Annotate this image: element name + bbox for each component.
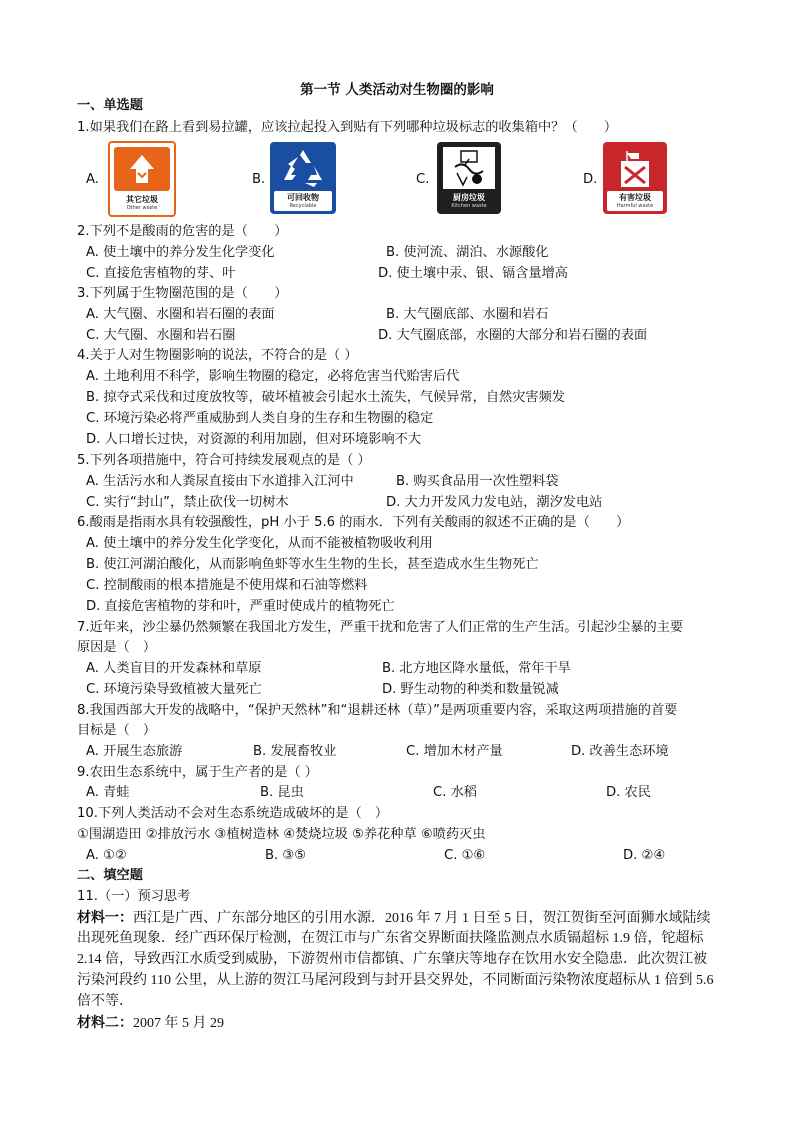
q4-option-b: B. 掠夺式采伐和过度放牧等，破坏植被会引起水土流失，气候异常，自然灾害频发 bbox=[86, 390, 565, 405]
harmful-label-plate bbox=[607, 191, 663, 211]
q6-option-d: D. 直接危害植物的芽和叶，严重时使成片的植物死亡 bbox=[86, 599, 395, 614]
q3-option-d: D. 大气圈底部，水圈的大部分和岩石圈的表面 bbox=[378, 328, 648, 343]
q4-option-a: A. 土地利用不科学，影响生物圈的稳定，必将危害当代贻害后代 bbox=[86, 369, 460, 384]
question-7-stem-line1: 7.近年来，沙尘暴仍然频繁在我国北方发生，严重干扰和危害了人们正常的生产生活。引起沙尘暴的主要 bbox=[77, 620, 684, 635]
q8-option-d: D. 改善生态环境 bbox=[571, 744, 669, 759]
q9-option-c: C. 水稻 bbox=[433, 785, 477, 800]
q9-option-b: B. 昆虫 bbox=[260, 785, 304, 800]
material-1-line3: 2.14 倍，导致西江水质受到威胁，下游贺州市信都镇、广东肇庆等地存在饮用水安全隐患．此次贺江被 bbox=[77, 952, 707, 967]
section-heading-fill-in: 二、填空题 bbox=[77, 868, 143, 883]
material-1-line4: 污染河段约 110 公里，从上游的贺江马尾河段到与封开县交界处，不同断面污染物浓度超标从 1 倍到 5.6 bbox=[77, 973, 714, 988]
q9-option-d: D. 农民 bbox=[606, 785, 651, 800]
q1-option-d-letter: D. bbox=[583, 172, 598, 187]
question-8-stem-line1: 8.我国西部大开发的战略中，“保护天然林”和“退耕还林（草）”是两项重要内容，采取这两项措施的首要 bbox=[77, 703, 678, 718]
material-1-line5: 倍不等． bbox=[77, 994, 133, 1009]
harmful-waste-icon bbox=[609, 147, 661, 189]
recycle-arrow-icon bbox=[114, 147, 170, 191]
q1-option-c-en-label: Kitchen waste bbox=[451, 203, 487, 209]
question-6-stem: 6.酸雨是指雨水具有较强酸性，pH 小于 5.6 的雨水．下列有关酸雨的叙述不正确的是（ ） bbox=[77, 515, 630, 530]
material-2-text-1: 2007 年 5 月 29 bbox=[133, 1016, 224, 1031]
q9-option-a: A. 青蛙 bbox=[86, 785, 130, 800]
harmful-waste-bin-icon bbox=[603, 142, 667, 214]
q7-option-a: A. 人类盲目的开发森林和草原 bbox=[86, 661, 262, 676]
kitchen-label-plate bbox=[441, 191, 497, 211]
q1-option-a-en-label: Other waste bbox=[126, 205, 158, 211]
q1-option-b-en-label: Recyclable bbox=[289, 203, 317, 209]
q5-option-d: D. 大力开发风力发电站，潮汐发电站 bbox=[386, 495, 603, 510]
q5-option-b: B. 购买食品用一次性塑料袋 bbox=[396, 474, 559, 489]
q4-option-d: D. 人口增长过快，对资源的利用加剧，但对环境影响不大 bbox=[86, 432, 422, 447]
q10-option-d: D. ②④ bbox=[623, 848, 666, 863]
q2-option-b: B. 使河流、湖泊、水源酸化 bbox=[386, 245, 549, 260]
question-4-stem: 4.关于人对生物圈影响的说法，不符合的是（ ） bbox=[77, 348, 358, 363]
q2-option-d: D. 使土壤中汞、银、镉含量增高 bbox=[378, 266, 568, 281]
q8-option-b: B. 发展畜牧业 bbox=[253, 744, 337, 759]
page-title: 第一节 人类活动对生物圈的影响 bbox=[300, 82, 494, 98]
question-3-stem: 3.下列属于生物圈范围的是（ ） bbox=[77, 286, 288, 301]
question-5-stem: 5.下列各项措施中，符合可持续发展观点的是（ ） bbox=[77, 453, 371, 468]
q3-option-c: C. 大气圈、水圈和岩石圈 bbox=[86, 328, 236, 343]
material-1-text-1: 西江是广西、广东部分地区的引用水源．2016 年 7 月 1 日至 5 日，贺江贺街至河面狮水域陆续 bbox=[133, 911, 711, 926]
q1-option-a-letter: A. bbox=[86, 172, 99, 187]
material-1-label: 材料一： bbox=[77, 910, 133, 926]
q4-option-c: C. 环境污染必将严重威胁到人类自身的生存和生物圈的稳定 bbox=[86, 411, 434, 426]
section-heading-single-choice: 一、单选题 bbox=[77, 98, 143, 113]
question-9-stem: 9.农田生态系统中，属于生产者的是（ ） bbox=[77, 765, 318, 780]
q10-option-a: A. ①② bbox=[86, 848, 127, 863]
q5-option-a: A. 生活污水和人粪尿直接由下水道排入江河中 bbox=[86, 474, 354, 489]
q7-option-c: C. 环境污染导致植被大量死亡 bbox=[86, 682, 262, 697]
kitchen-waste-icon bbox=[443, 147, 495, 189]
material-2-label: 材料二： bbox=[77, 1015, 133, 1031]
question-2-stem: 2.下列不是酸雨的危害的是（ ） bbox=[77, 224, 288, 239]
q1-option-a-cn-label: 其它垃圾 bbox=[126, 195, 158, 204]
question-10-items: ①围湖造田 ②排放污水 ③植树造林 ④焚烧垃圾 ⑤养花种草 ⑥喷药灭虫 bbox=[77, 827, 486, 842]
question-7-stem-line2: 原因是（ ） bbox=[77, 640, 157, 655]
material-1-line2: 出现死鱼现象．经广西环保厅检测，在贺江市与广东省交界断面扶隆监测点水质镉超标 1.9 倍，铊超标 bbox=[77, 931, 704, 946]
q1-option-c-cn-label: 厨房垃圾 bbox=[453, 193, 485, 202]
q5-option-c: C. 实行“封山”，禁止砍伐一切树木 bbox=[86, 495, 289, 510]
q10-option-c: C. ①⑥ bbox=[444, 848, 486, 863]
q3-option-b: B. 大气圈底部、水圈和岩石 bbox=[386, 307, 549, 322]
material-2-line1 bbox=[77, 1013, 224, 1034]
recycle-icon bbox=[278, 147, 328, 189]
question-11-stem: 11.（一）预习思考 bbox=[77, 889, 191, 904]
q7-option-d: D. 野生动物的种类和数量锐减 bbox=[382, 682, 559, 697]
other-waste-bin-icon bbox=[108, 141, 176, 217]
q1-option-d-en-label: Harmful waste bbox=[616, 203, 654, 209]
material-1-line1 bbox=[77, 908, 711, 929]
question-1-stem: 1.如果我们在路上看到易拉罐，应该拉起投入到贴有下列哪种垃圾标志的收集箱中？（ ） bbox=[77, 120, 618, 135]
q6-option-a: A. 使土壤中的养分发生化学变化，从而不能被植物吸收利用 bbox=[86, 536, 433, 551]
q1-option-d-cn-label: 有害垃圾 bbox=[619, 193, 651, 202]
recyclable-bin-icon bbox=[270, 142, 336, 214]
q6-option-c: C. 控制酸雨的根本措施是不使用煤和石油等燃料 bbox=[86, 578, 368, 593]
q8-option-a: A. 开展生态旅游 bbox=[86, 744, 183, 759]
recyclable-label-plate bbox=[274, 191, 332, 211]
kitchen-waste-bin-icon bbox=[437, 142, 501, 214]
q8-option-c: C. 增加木材产量 bbox=[406, 744, 503, 759]
q1-option-c-letter: C. bbox=[416, 172, 430, 187]
q1-option-b-letter: B. bbox=[252, 172, 266, 187]
question-8-stem-line2: 目标是（ ） bbox=[77, 723, 157, 738]
q2-option-a: A. 使土壤中的养分发生化学变化 bbox=[86, 245, 275, 260]
q10-option-b: B. ③⑤ bbox=[265, 848, 307, 863]
question-10-stem: 10.下列人类活动不会对生态系统造成破坏的是（ ） bbox=[77, 806, 389, 821]
q2-option-c: C. 直接危害植物的芽、叶 bbox=[86, 266, 236, 281]
q3-option-a: A. 大气圈、水圈和岩石圈的表面 bbox=[86, 307, 275, 322]
q7-option-b: B. 北方地区降水量低，常年干旱 bbox=[382, 661, 571, 676]
q1-option-b-cn-label: 可回收物 bbox=[287, 193, 319, 202]
q6-option-b: B. 使江河湖泊酸化，从而影响鱼虾等水生生物的生长，甚至造成水生生物死亡 bbox=[86, 557, 539, 572]
